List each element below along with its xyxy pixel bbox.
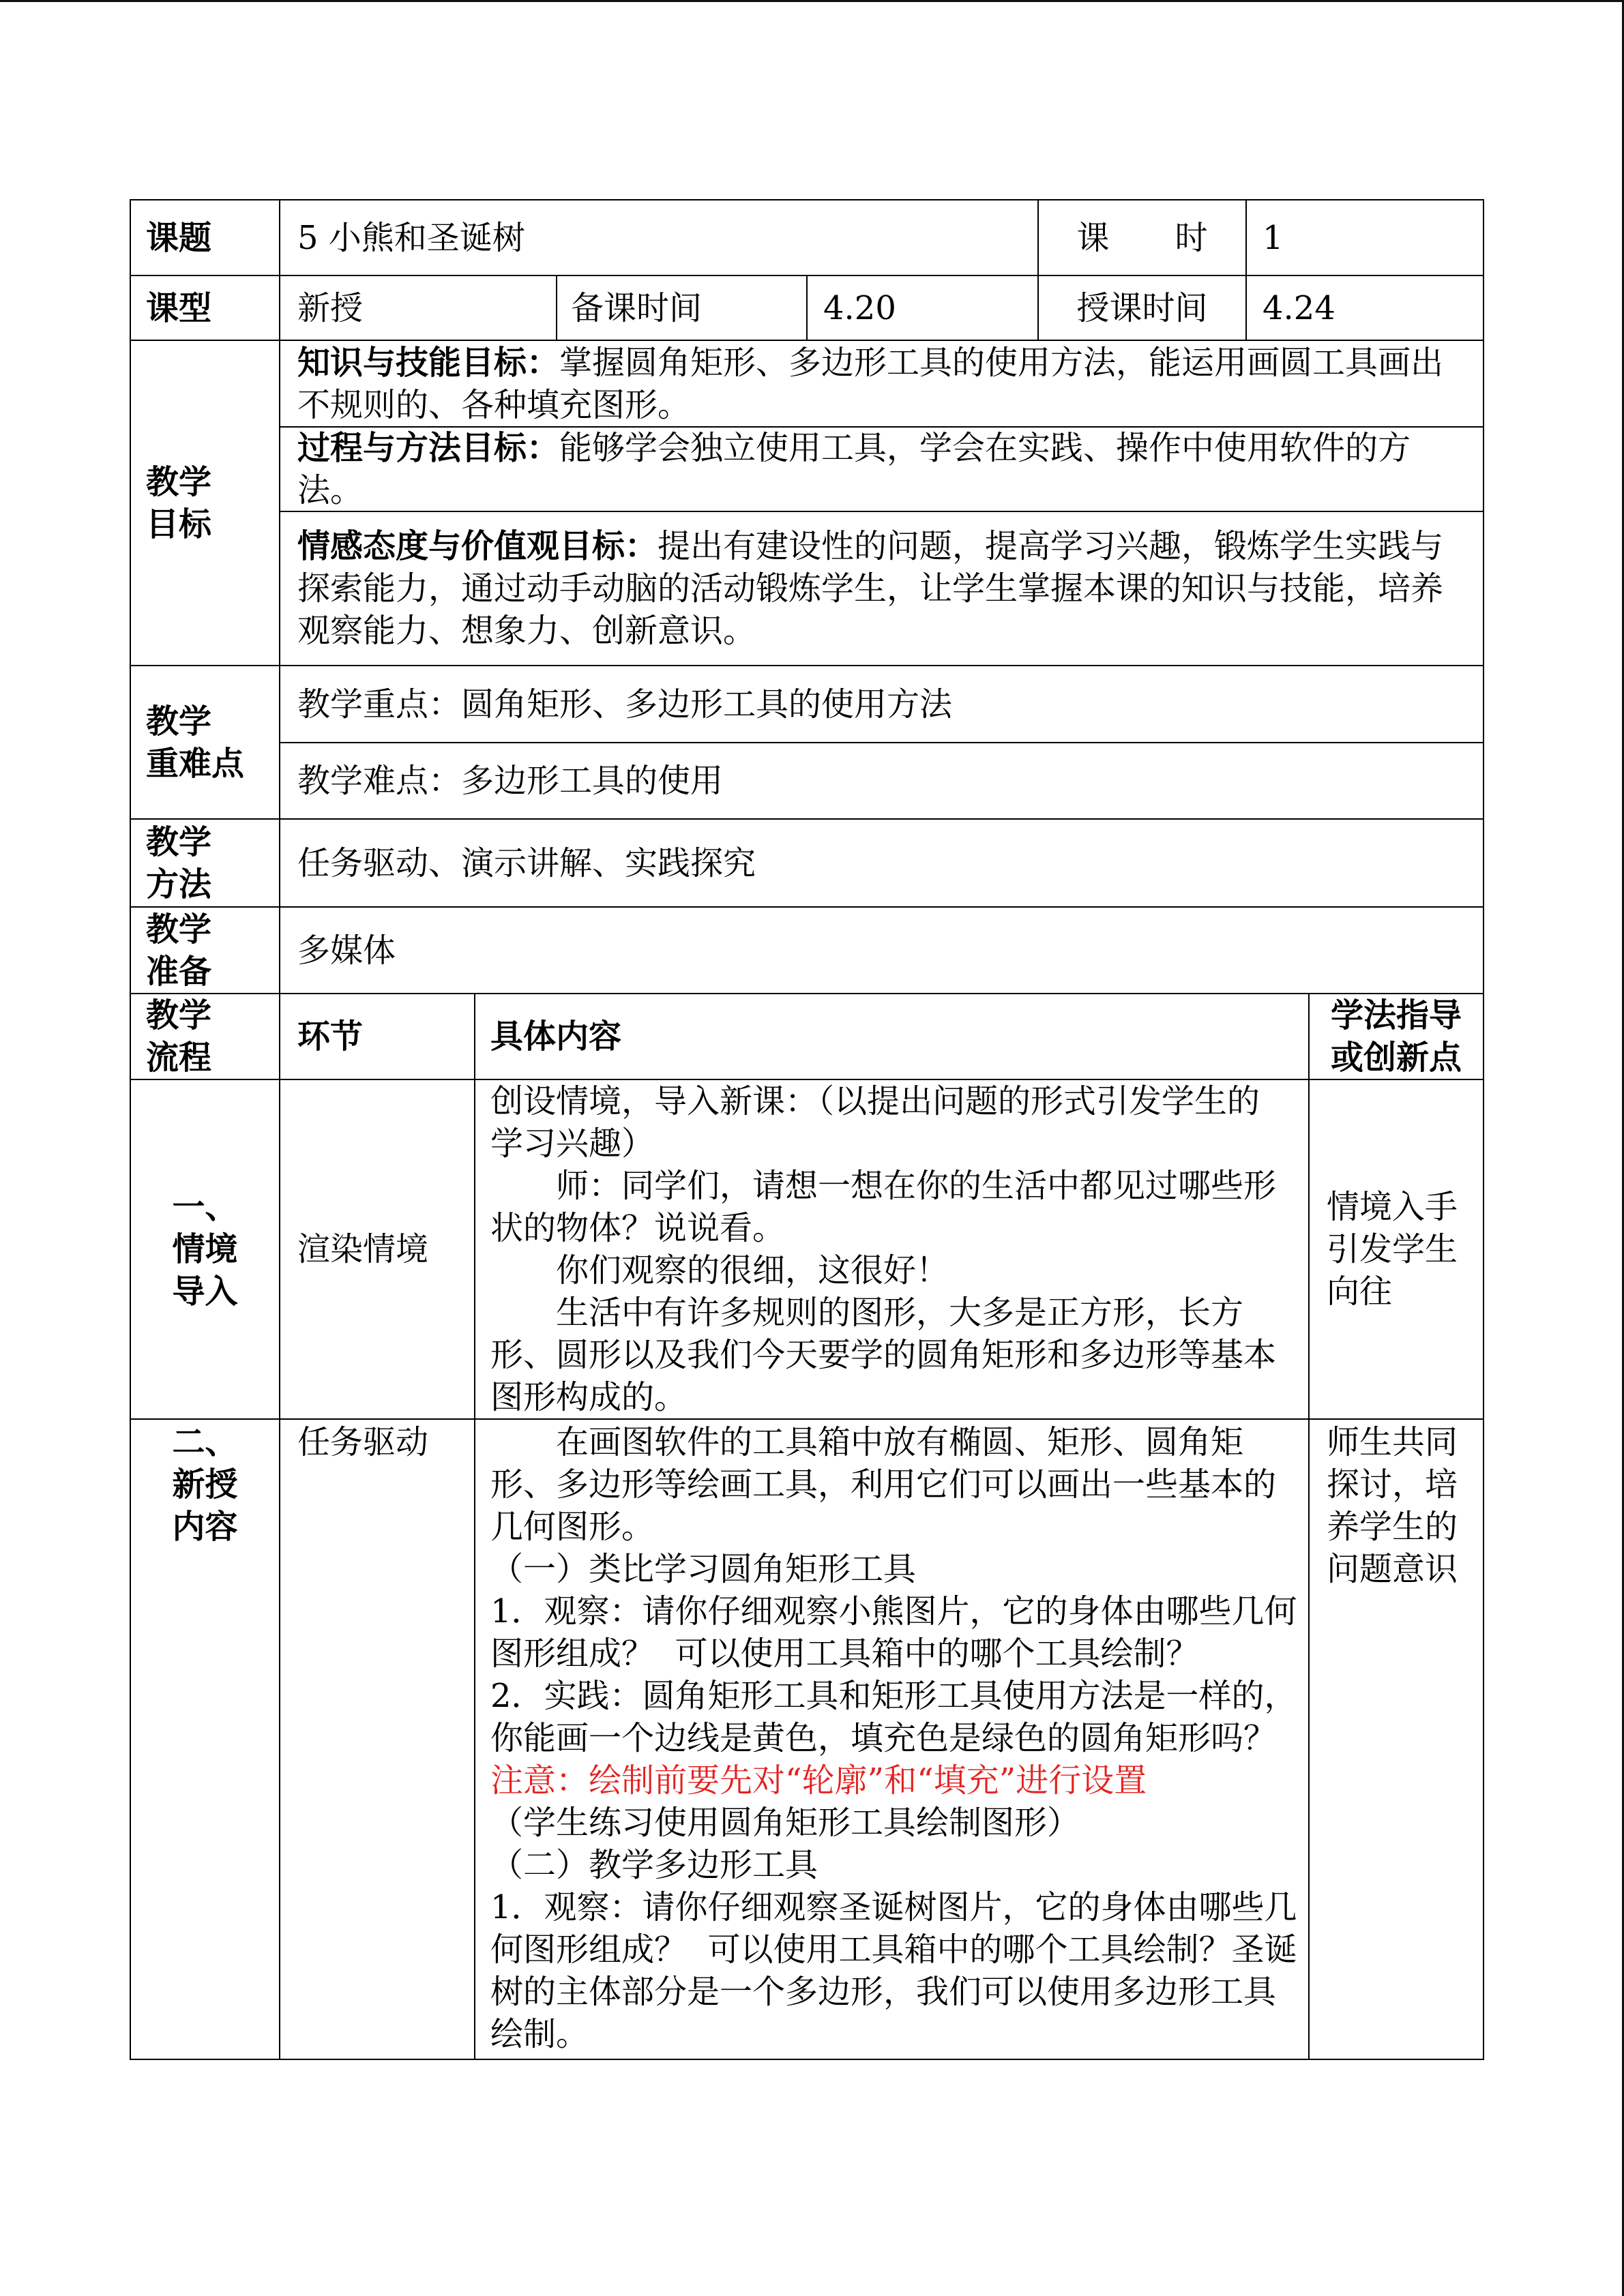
- prep-time-value: 4.20: [823, 288, 896, 327]
- topic-label: 课题: [146, 218, 212, 257]
- guide-line: 探讨，培: [1327, 1465, 1458, 1504]
- flow-step-header: [279, 993, 475, 1080]
- method-value-cell: [279, 818, 1484, 908]
- flow-label-line: 流程: [146, 1039, 212, 1077]
- stage-1-content-cell: [474, 1079, 1310, 1420]
- preparation-label-line: 准备: [146, 952, 212, 991]
- objective-text: 掌握圆角矩形、多边形工具的使用方法，能运用画圆工具画出: [559, 343, 1444, 382]
- topic-label-cell: [130, 199, 280, 276]
- key-points-label-line: 重难点: [146, 744, 245, 783]
- guide-line: 问题意识: [1327, 1550, 1458, 1588]
- key-points-label-cell: [130, 665, 280, 820]
- guide-line: 师生共同: [1327, 1423, 1458, 1461]
- stage-name-line: 二、: [172, 1423, 238, 1461]
- content-line: 形、圆形以及我们今天要学的圆角矩形和多边形等基本: [490, 1336, 1277, 1374]
- method-label-line: 教学: [146, 822, 212, 861]
- teach-time-label: 授课时间: [1076, 288, 1208, 327]
- content-line: 生活中有许多规则的图形，大多是正方形，长方: [556, 1294, 1244, 1332]
- objective-line: [297, 342, 1483, 384]
- content-line: 2．实践：圆角矩形工具和矩形工具使用方法是一样的，: [490, 1677, 1297, 1715]
- objective-text: 能够学会独立使用工具，学会在实践、操作中使用软件的方: [559, 429, 1411, 467]
- stage-1-step-cell: [279, 1079, 475, 1420]
- content-line: 树的主体部分是一个多边形，我们可以使用多边形工具: [490, 1973, 1277, 2011]
- section-heading: （二）教学多边形工具: [490, 1846, 818, 1884]
- difficult-point-text: 教学难点：多边形工具的使用: [297, 762, 724, 800]
- objectives-label-line: 目标: [146, 505, 212, 543]
- stage-name-line: 导入: [172, 1272, 238, 1311]
- topic-value-cell: [279, 199, 1039, 276]
- key-point-cell: [279, 665, 1484, 743]
- content-line: （学生练习使用圆角矩形工具绘制图形）: [490, 1804, 1080, 1842]
- content-line: 你能画一个边线是黄色，填充色是绿色的圆角矩形吗？: [490, 1719, 1277, 1757]
- preparation-value-cell: [279, 906, 1484, 994]
- content-line: 绘制。: [490, 2015, 589, 2053]
- objectives-label-cell: [130, 340, 280, 666]
- period-value-cell: [1245, 199, 1484, 276]
- stage-1-name-cell: [130, 1079, 280, 1420]
- teach-time-value: 4.24: [1263, 288, 1335, 327]
- stage-2-guide-cell: [1308, 1418, 1484, 2060]
- flow-content-header-text: 具体内容: [490, 1017, 622, 1056]
- content-line: 几何图形。: [490, 1508, 655, 1546]
- content-line: 在画图软件的工具箱中放有椭圆、矩形、圆角矩: [556, 1423, 1244, 1461]
- content-line: 1．观察：请你仔细观察圣诞树图片，它的身体由哪些几: [490, 1888, 1297, 1926]
- content-line: 1．观察：请你仔细观察小熊图片，它的身体由哪些几何: [490, 1592, 1297, 1630]
- note-line: 注意：绘制前要先对“轮廓”和“填充”进行设置: [490, 1761, 1147, 1800]
- guide-line: 向往: [1327, 1272, 1393, 1311]
- objective-line: 探索能力，通过动手动脑的活动锻炼学生，让学生掌握本课的知识与技能，培养: [297, 569, 1444, 608]
- key-point-text: 教学重点：圆角矩形、多边形工具的使用方法: [297, 685, 953, 724]
- guide-line: 引发学生: [1327, 1230, 1458, 1268]
- preparation-value: 多媒体: [297, 931, 396, 970]
- topic-value: 5 小熊和圣诞树: [297, 218, 525, 257]
- objective-line: 法。: [297, 471, 364, 509]
- flow-step-header-text: 环节: [297, 1017, 364, 1056]
- lesson-type-label: 课型: [146, 288, 212, 327]
- guide-line: 情境入手: [1327, 1188, 1458, 1226]
- content-line: 创设情境，导入新课：（以提出问题的形式引发学生的: [490, 1082, 1260, 1120]
- flow-guide-header-line: 或创新点: [1330, 1039, 1462, 1077]
- objective-text: 提出有建设性的问题，提高学习兴趣，锻炼学生实践与: [658, 527, 1444, 565]
- stage-2-name-cell: [130, 1418, 280, 2060]
- period-label-cell: [1037, 199, 1247, 276]
- content-line: 图形构成的。: [490, 1378, 688, 1416]
- objective-title: 过程与方法目标：: [297, 429, 560, 467]
- objective-process-cell: [279, 426, 1484, 512]
- period-value: 1: [1263, 218, 1284, 257]
- lesson-type-value-cell: [279, 275, 557, 341]
- objective-line: 不规则的、各种填充图形。: [297, 385, 691, 424]
- objective-line: 观察能力、想象力、创新意识。: [297, 612, 756, 650]
- teach-time-value-cell: [1245, 275, 1484, 341]
- preparation-label-line: 教学: [146, 910, 212, 949]
- stage-name-line: 内容: [172, 1508, 238, 1546]
- objective-knowledge-cell: [279, 340, 1484, 428]
- objective-title: 情感态度与价值观目标：: [297, 527, 658, 565]
- stage-step: 渲染情境: [297, 1230, 429, 1268]
- flow-content-header: [474, 993, 1310, 1080]
- objective-line: [297, 525, 1483, 567]
- flow-guide-header: [1308, 993, 1484, 1080]
- content-line: 学习兴趣）: [490, 1124, 655, 1163]
- section-heading: （一）类比学习圆角矩形工具: [490, 1550, 917, 1588]
- key-points-label-line: 教学: [146, 702, 212, 741]
- prep-time-label-cell: [556, 275, 808, 341]
- prep-time-label: 备课时间: [571, 288, 703, 327]
- method-label-line: 方法: [146, 865, 212, 904]
- stage-name-line: 新授: [172, 1465, 238, 1504]
- method-label-cell: [130, 818, 280, 908]
- stage-2-content-cell: [474, 1418, 1310, 2060]
- stage-1-guide-cell: [1308, 1079, 1484, 1420]
- content-line: 形、多边形等绘画工具，利用它们可以画出一些基本的: [490, 1465, 1277, 1504]
- content-line: 何图形组成？ 可以使用工具箱中的哪个工具绘制？圣诞: [490, 1930, 1297, 1969]
- objective-attitude-cell: [279, 511, 1484, 666]
- content-line: 状的物体？说说看。: [490, 1209, 786, 1247]
- objective-line: [297, 427, 1483, 469]
- guide-line: 养学生的: [1327, 1508, 1458, 1546]
- objective-title: 知识与技能目标：: [297, 343, 560, 382]
- stage-step: 任务驱动: [297, 1423, 429, 1461]
- lesson-type-label-cell: [130, 275, 280, 341]
- flow-label-line: 教学: [146, 996, 212, 1034]
- method-value: 任务驱动、演示讲解、实践探究: [297, 844, 756, 882]
- difficult-point-cell: [279, 742, 1484, 820]
- objectives-label-line: 教学: [146, 462, 212, 501]
- flow-label-cell: [130, 993, 280, 1080]
- lesson-type-value: 新授: [297, 288, 364, 327]
- stage-name-line: 情境: [172, 1230, 238, 1268]
- stage-name-line: 一、: [172, 1188, 238, 1226]
- period-label: 课 时: [1076, 218, 1208, 257]
- stage-2-step-cell: [279, 1418, 475, 2060]
- flow-guide-header-line: 学法指导: [1330, 996, 1462, 1034]
- content-line: 你们观察的很细，这很好！: [556, 1251, 949, 1289]
- preparation-label-cell: [130, 906, 280, 994]
- prep-time-value-cell: [806, 275, 1039, 341]
- content-line: 图形组成？ 可以使用工具箱中的哪个工具绘制？: [490, 1635, 1199, 1673]
- teach-time-label-cell: [1037, 275, 1247, 341]
- content-line: 师：同学们，请想一想在你的生活中都见过哪些形: [556, 1167, 1277, 1205]
